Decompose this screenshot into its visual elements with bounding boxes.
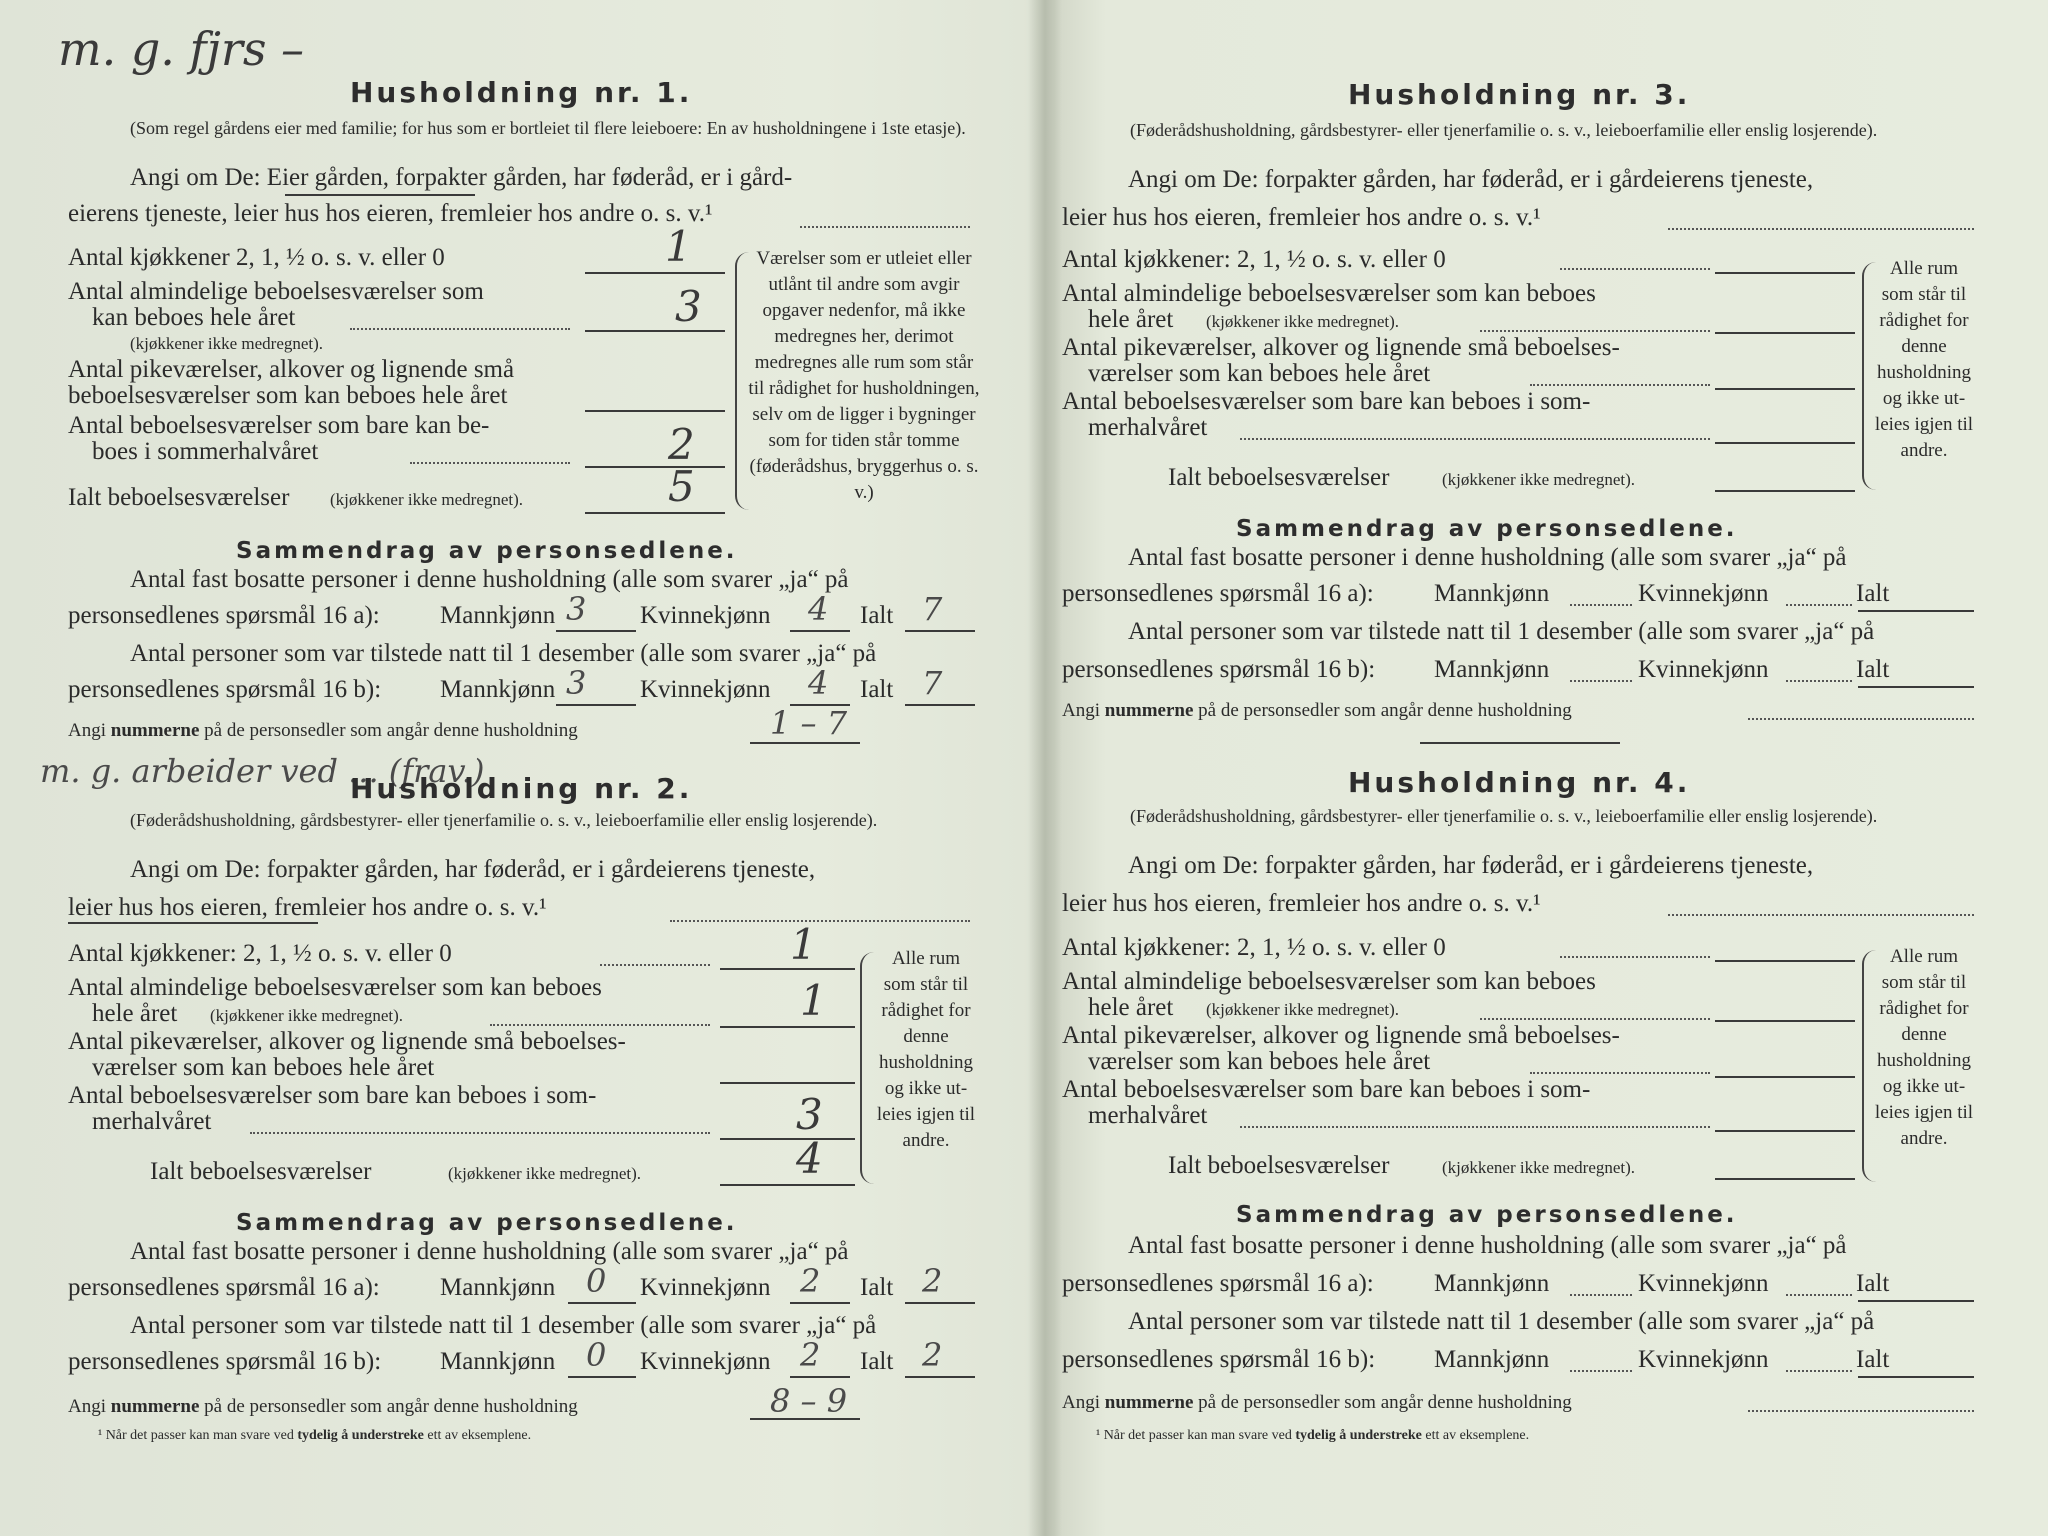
h1-kjokk-ikke: (kjøkkener ikke medregnet). <box>130 334 324 353</box>
h2-fast-mann-value: 0 <box>586 1262 607 1300</box>
h3-natt-1: Antal personer som var tilstede natt til 1 desember (alle som svarer „ja“ på <box>1128 618 1875 645</box>
h3-fast-1: Antal fast bosatte personer i denne husholdning (alle som svarer „ja“ på <box>1128 544 1847 571</box>
h2-alm-value: 1 <box>800 976 827 1025</box>
h1-fast-mann-value: 3 <box>566 590 587 628</box>
handwritten-annotation-top: m. g. fjrs – <box>58 22 305 76</box>
h2-natt-mann: Mannkjønn <box>440 1348 556 1375</box>
h1-side-note: Værelser som er utleiet eller utlånt til andre som avgir opgaver nedenfor, må ikke medregnes her, derimot medregnes alle rum som står til rådighet for husholdningen, selv om de ligger i bygninger som for tiden står tomme (føderådshus, bryggerhus o. s. v.) <box>748 248 980 503</box>
h4-fast-2: personsedlenes spørsmål 16 a): <box>1062 1270 1374 1297</box>
h1-natt-kvinne: Kvinnekjønn <box>640 676 771 703</box>
h3-fast-2: personsedlenes spørsmål 16 a): <box>1062 580 1374 607</box>
h1-ialt-kjokk: (kjøkkener ikke medregnet). <box>330 490 524 509</box>
h1-pike-label1: Antal pikeværelser, alkover og lignende små <box>68 356 515 383</box>
h1-nummer-value: 1 – 7 <box>770 704 848 742</box>
h4-title: Husholdning nr. 4. <box>1348 766 1691 799</box>
h4-natt-1: Antal personer som var tilstede natt til 1 desember (alle som svarer „ja“ på <box>1128 1308 1875 1335</box>
handwritten-annotation-middle: m. g. arbeider ved ... (frav.) <box>40 752 485 790</box>
h1-sammendrag: Sammendrag av personsedlene. <box>236 538 738 564</box>
h1-fast-1: Antal fast bosatte personer i denne husholdning (alle som svarer „ja“ på <box>130 566 849 593</box>
h2-fast-kvinne: Kvinnekjønn <box>640 1274 771 1301</box>
h3-side-note: Alle rum som står til rådighet for denne husholdning og ikke utleies igjen til andre. <box>1874 258 1974 461</box>
h2-natt-2: personsedlenes spørsmål 16 b): <box>68 1348 382 1375</box>
h4-side-note: Alle rum som står til rådighet for denne husholdning og ikke utleies igjen til andre. <box>1874 946 1974 1149</box>
h3-fast-kvinne: Kvinnekjønn <box>1638 580 1769 607</box>
h1-sommer-label1: Antal beboelsesværelser som bare kan be- <box>68 412 490 439</box>
h1-note: (Som regel gårdens eier med familie; for hus som er bortleiet til flere leieboere: En av husholdningene i 1ste etasje). <box>130 118 966 138</box>
h4-fast-mann: Mannkjønn <box>1434 1270 1550 1297</box>
h4-alm-label1: Antal almindelige beboelsesværelser som kan beboes <box>1062 968 1596 995</box>
h2-angi-line2: leier hus hos eieren, fremleier hos andre o. s. v.¹ <box>68 894 547 921</box>
h3-nummerne: Angi nummerne på de personsedler som angår denne husholdning <box>1062 700 1572 721</box>
h2-ialt-value: 4 <box>796 1134 823 1183</box>
h2-kjokkener-label: Antal kjøkkener: 2, 1, ½ o. s. v. eller 0 <box>68 940 452 967</box>
h4-angi-line2: leier hus hos eieren, fremleier hos andre o. s. v.¹ <box>1062 890 1541 917</box>
h4-nummerne: Angi nummerne på de personsedler som angår denne husholdning <box>1062 1392 1572 1413</box>
h1-natt-kvinne-value: 4 <box>808 664 829 702</box>
h2-title: Husholdning nr. 2. <box>350 772 693 805</box>
h2-natt-mann-value: 0 <box>586 1336 607 1374</box>
h4-sommer-label1: Antal beboelsesværelser som bare kan beboes i som- <box>1062 1076 1591 1103</box>
h2-sammendrag: Sammendrag av personsedlene. <box>236 1210 738 1236</box>
h3-sommer-label1: Antal beboelsesværelser som bare kan beboes i som- <box>1062 388 1591 415</box>
h1-natt-mann: Mannkjønn <box>440 676 556 703</box>
h2-pike-label1: Antal pikeværelser, alkover og lignende små beboelses- <box>68 1028 626 1055</box>
h1-fast-ialt: Ialt <box>860 602 894 629</box>
h1-sommer-label2: boes i sommerhalvåret <box>92 438 319 465</box>
h4-natt-ialt: Ialt <box>1856 1346 1890 1373</box>
h2-pike-label2: værelser som kan beboes hele året <box>92 1054 435 1081</box>
h4-alm-kjokk: (kjøkkener ikke medregnet). <box>1206 1000 1400 1019</box>
h1-alm-value: 3 <box>675 282 702 331</box>
h4-natt-kvinne: Kvinnekjønn <box>1638 1346 1769 1373</box>
h1-natt-1: Antal personer som var tilstede natt til 1 desember (alle som svarer „ja“ på <box>130 640 877 667</box>
h1-angi-line1: Angi om De: Eier gården, forpakter gården, har føderåd, er i gård- <box>130 164 793 191</box>
h1-alm-label2: kan beboes hele året <box>92 304 296 331</box>
h1-ialt-label: Ialt beboelsesværelser <box>68 484 290 511</box>
h2-nummerne: Angi nummerne på de personsedler som angår denne husholdning <box>68 1396 578 1417</box>
h1-fast-mann: Mannkjønn <box>440 602 556 629</box>
h3-fast-ialt: Ialt <box>1856 580 1890 607</box>
h2-nummer-value: 8 – 9 <box>770 1382 848 1420</box>
h3-pike-label2: værelser som kan beboes hele året <box>1088 360 1431 387</box>
h3-fast-mann: Mannkjønn <box>1434 580 1550 607</box>
page-fold <box>1028 0 1062 1536</box>
h3-angi-line1: Angi om De: forpakter gården, har føderåd, er i gårdeierens tjeneste, <box>1128 166 1814 193</box>
h2-fast-2: personsedlenes spørsmål 16 a): <box>68 1274 380 1301</box>
footnote-right: ¹ Når det passer kan man svare ved tydelig å understreke ett av eksemplene. <box>1096 1428 1530 1443</box>
footnote-left: ¹ Når det passer kan man svare ved tydelig å understreke ett av eksemplene. <box>98 1428 532 1443</box>
h2-natt-1: Antal personer som var tilstede natt til 1 desember (alle som svarer „ja“ på <box>130 1312 877 1339</box>
h3-title: Husholdning nr. 3. <box>1348 78 1691 111</box>
h1-natt-ialt: Ialt <box>860 676 894 703</box>
h1-alm-label1: Antal almindelige beboelsesværelser som <box>68 278 484 305</box>
h4-kjokkener-label: Antal kjøkkener: 2, 1, ½ o. s. v. eller 0 <box>1062 934 1446 961</box>
h3-note: (Føderådshusholdning, gårdsbestyrer- eller tjenerfamilie o. s. v., leieboerfamilie eller enslig losjerende). <box>1130 120 1878 140</box>
h1-ialt-value: 5 <box>668 462 695 511</box>
h1-kjokkener-label: Antal kjøkkener 2, 1, ½ o. s. v. eller 0 <box>68 244 445 271</box>
h2-alm-kjokk: (kjøkkener ikke medregnet). <box>210 1006 404 1025</box>
h3-ialt-label: Ialt beboelsesværelser <box>1168 464 1390 491</box>
h2-natt-ialt-value: 2 <box>922 1336 943 1374</box>
h4-natt-mann: Mannkjønn <box>1434 1346 1550 1373</box>
h3-sammendrag: Sammendrag av personsedlene. <box>1236 516 1738 542</box>
h3-natt-2: personsedlenes spørsmål 16 b): <box>1062 656 1376 683</box>
h2-alm-label1: Antal almindelige beboelsesværelser som kan beboes <box>68 974 602 1001</box>
h1-natt-mann-value: 3 <box>566 664 587 702</box>
h2-sommer-label2: merhalvåret <box>92 1108 212 1135</box>
h3-alm-kjokk: (kjøkkener ikke medregnet). <box>1206 312 1400 331</box>
h1-kjokkener-value: 1 <box>665 222 692 271</box>
h4-pike-label2: værelser som kan beboes hele året <box>1088 1048 1431 1075</box>
h3-sommer-label2: merhalvåret <box>1088 414 1208 441</box>
h4-alm-label2: hele året <box>1088 994 1174 1021</box>
h2-note: (Føderådshusholdning, gårdsbestyrer- eller tjenerfamilie o. s. v., leieboerfamilie eller enslig losjerende). <box>130 810 878 830</box>
h2-fast-mann: Mannkjønn <box>440 1274 556 1301</box>
h2-natt-kvinne: Kvinnekjønn <box>640 1348 771 1375</box>
h2-sommer-value: 3 <box>796 1090 823 1139</box>
h2-sommer-label1: Antal beboelsesværelser som bare kan beboes i som- <box>68 1082 597 1109</box>
h3-ialt-kjokk: (kjøkkener ikke medregnet). <box>1442 470 1636 489</box>
h2-alm-label2: hele året <box>92 1000 178 1027</box>
h3-alm-label1: Antal almindelige beboelsesværelser som kan beboes <box>1062 280 1596 307</box>
h4-ialt-kjokk: (kjøkkener ikke medregnet). <box>1442 1158 1636 1177</box>
h4-angi-line1: Angi om De: forpakter gården, har føderåd, er i gårdeierens tjeneste, <box>1128 852 1814 879</box>
h2-fast-1: Antal fast bosatte personer i denne husholdning (alle som svarer „ja“ på <box>130 1238 849 1265</box>
h1-title: Husholdning nr. 1. <box>350 76 693 109</box>
h1-natt-ialt-value: 7 <box>922 664 943 702</box>
h2-ialt-label: Ialt beboelsesværelser <box>150 1158 372 1185</box>
h4-sammendrag: Sammendrag av personsedlene. <box>1236 1202 1738 1228</box>
h4-ialt-label: Ialt beboelsesværelser <box>1168 1152 1390 1179</box>
h4-natt-2: personsedlenes spørsmål 16 b): <box>1062 1346 1376 1373</box>
h2-angi-line1: Angi om De: forpakter gården, har føderåd, er i gårdeierens tjeneste, <box>130 856 816 883</box>
h1-fast-kvinne: Kvinnekjønn <box>640 602 771 629</box>
h3-natt-ialt: Ialt <box>1856 656 1890 683</box>
h2-kjokkener-value: 1 <box>790 920 817 969</box>
h3-pike-label1: Antal pikeværelser, alkover og lignende små beboelses- <box>1062 334 1620 361</box>
h2-fast-kvinne-value: 2 <box>800 1262 821 1300</box>
h1-fast-ialt-value: 7 <box>922 590 943 628</box>
h3-natt-mann: Mannkjønn <box>1434 656 1550 683</box>
h2-fast-ialt: Ialt <box>860 1274 894 1301</box>
h1-pike-label2: beboelsesværelser som kan beboes hele året <box>68 382 508 409</box>
h4-pike-label1: Antal pikeværelser, alkover og lignende små beboelses- <box>1062 1022 1620 1049</box>
h3-alm-label2: hele året <box>1088 306 1174 333</box>
h4-note: (Føderådshusholdning, gårdsbestyrer- eller tjenerfamilie o. s. v., leieboerfamilie eller enslig losjerende). <box>1130 806 1878 826</box>
h2-side-note: Alle rum som står til rådighet for denne husholdning og ikke utleies igjen til andre. <box>876 948 976 1151</box>
h2-fast-ialt-value: 2 <box>922 1262 943 1300</box>
h1-sommer-value: 2 <box>668 420 695 469</box>
h4-fast-1: Antal fast bosatte personer i denne husholdning (alle som svarer „ja“ på <box>1128 1232 1847 1259</box>
h4-fast-kvinne: Kvinnekjønn <box>1638 1270 1769 1297</box>
h3-natt-kvinne: Kvinnekjønn <box>1638 656 1769 683</box>
h1-angi-line2: eierens tjeneste, leier hus hos eieren, fremleier hos andre o. s. v.¹ <box>68 200 713 227</box>
h4-sommer-label2: merhalvåret <box>1088 1102 1208 1129</box>
h3-angi-line2: leier hus hos eieren, fremleier hos andre o. s. v.¹ <box>1062 204 1541 231</box>
h1-nummerne: Angi nummerne på de personsedler som angår denne husholdning <box>68 720 578 741</box>
h1-natt-2: personsedlenes spørsmål 16 b): <box>68 676 382 703</box>
h1-fast-2: personsedlenes spørsmål 16 a): <box>68 602 380 629</box>
h3-kjokkener-label: Antal kjøkkener: 2, 1, ½ o. s. v. eller 0 <box>1062 246 1446 273</box>
h2-ialt-kjokk: (kjøkkener ikke medregnet). <box>448 1164 642 1183</box>
h4-fast-ialt: Ialt <box>1856 1270 1890 1297</box>
h2-natt-ialt: Ialt <box>860 1348 894 1375</box>
h2-natt-kvinne-value: 2 <box>800 1336 821 1374</box>
h1-fast-kvinne-value: 4 <box>808 590 829 628</box>
